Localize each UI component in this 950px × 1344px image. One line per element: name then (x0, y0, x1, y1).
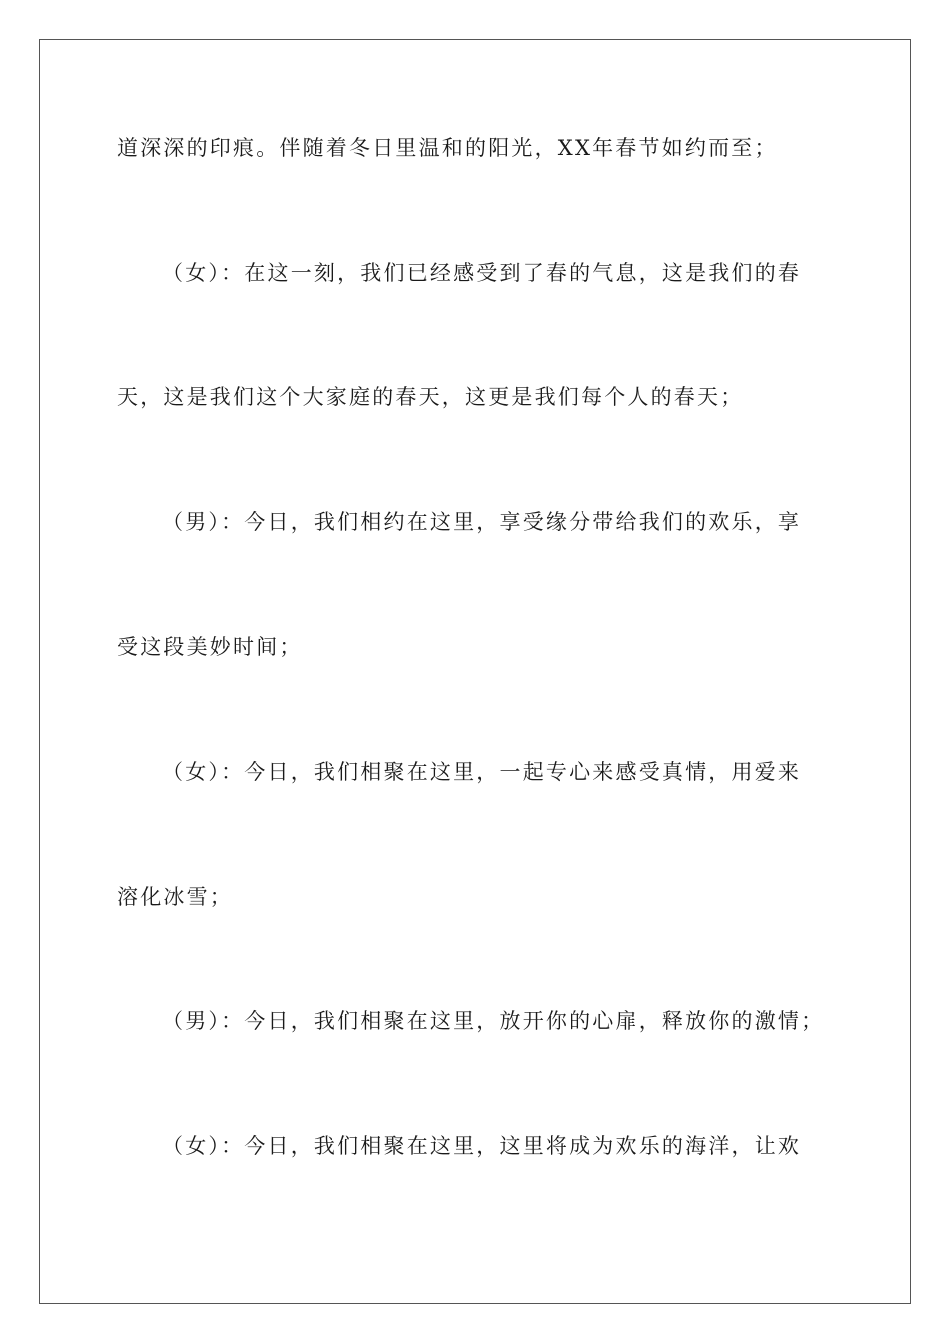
text-line-9: （女）：今日，我们相聚在这里，这里将成为欢乐的海洋，让欢 (162, 1134, 802, 1158)
text-line-2: （女）：在这一刻，我们已经感受到了春的气息，这是我们的春 (162, 261, 802, 285)
page-border (39, 39, 911, 1304)
text-line-3: 天，这是我们这个大家庭的春天，这更是我们每个人的春天； (117, 385, 744, 409)
text-line-6: （女）：今日，我们相聚在这里，一起专心来感受真情，用爱来 (162, 760, 802, 784)
text-line-5: 受这段美妙时间； (117, 635, 303, 659)
text-line-4: （男）：今日，我们相约在这里，享受缘分带给我们的欢乐，享 (162, 510, 802, 534)
text-line-8: （男）：今日，我们相聚在这里，放开你的心扉，释放你的激情； (162, 1009, 825, 1033)
text-line-1: 道深深的印痕。伴随着冬日里温和的阳光，XX年春节如约而至； (117, 136, 778, 160)
text-line-7: 溶化冰雪； (117, 885, 233, 909)
